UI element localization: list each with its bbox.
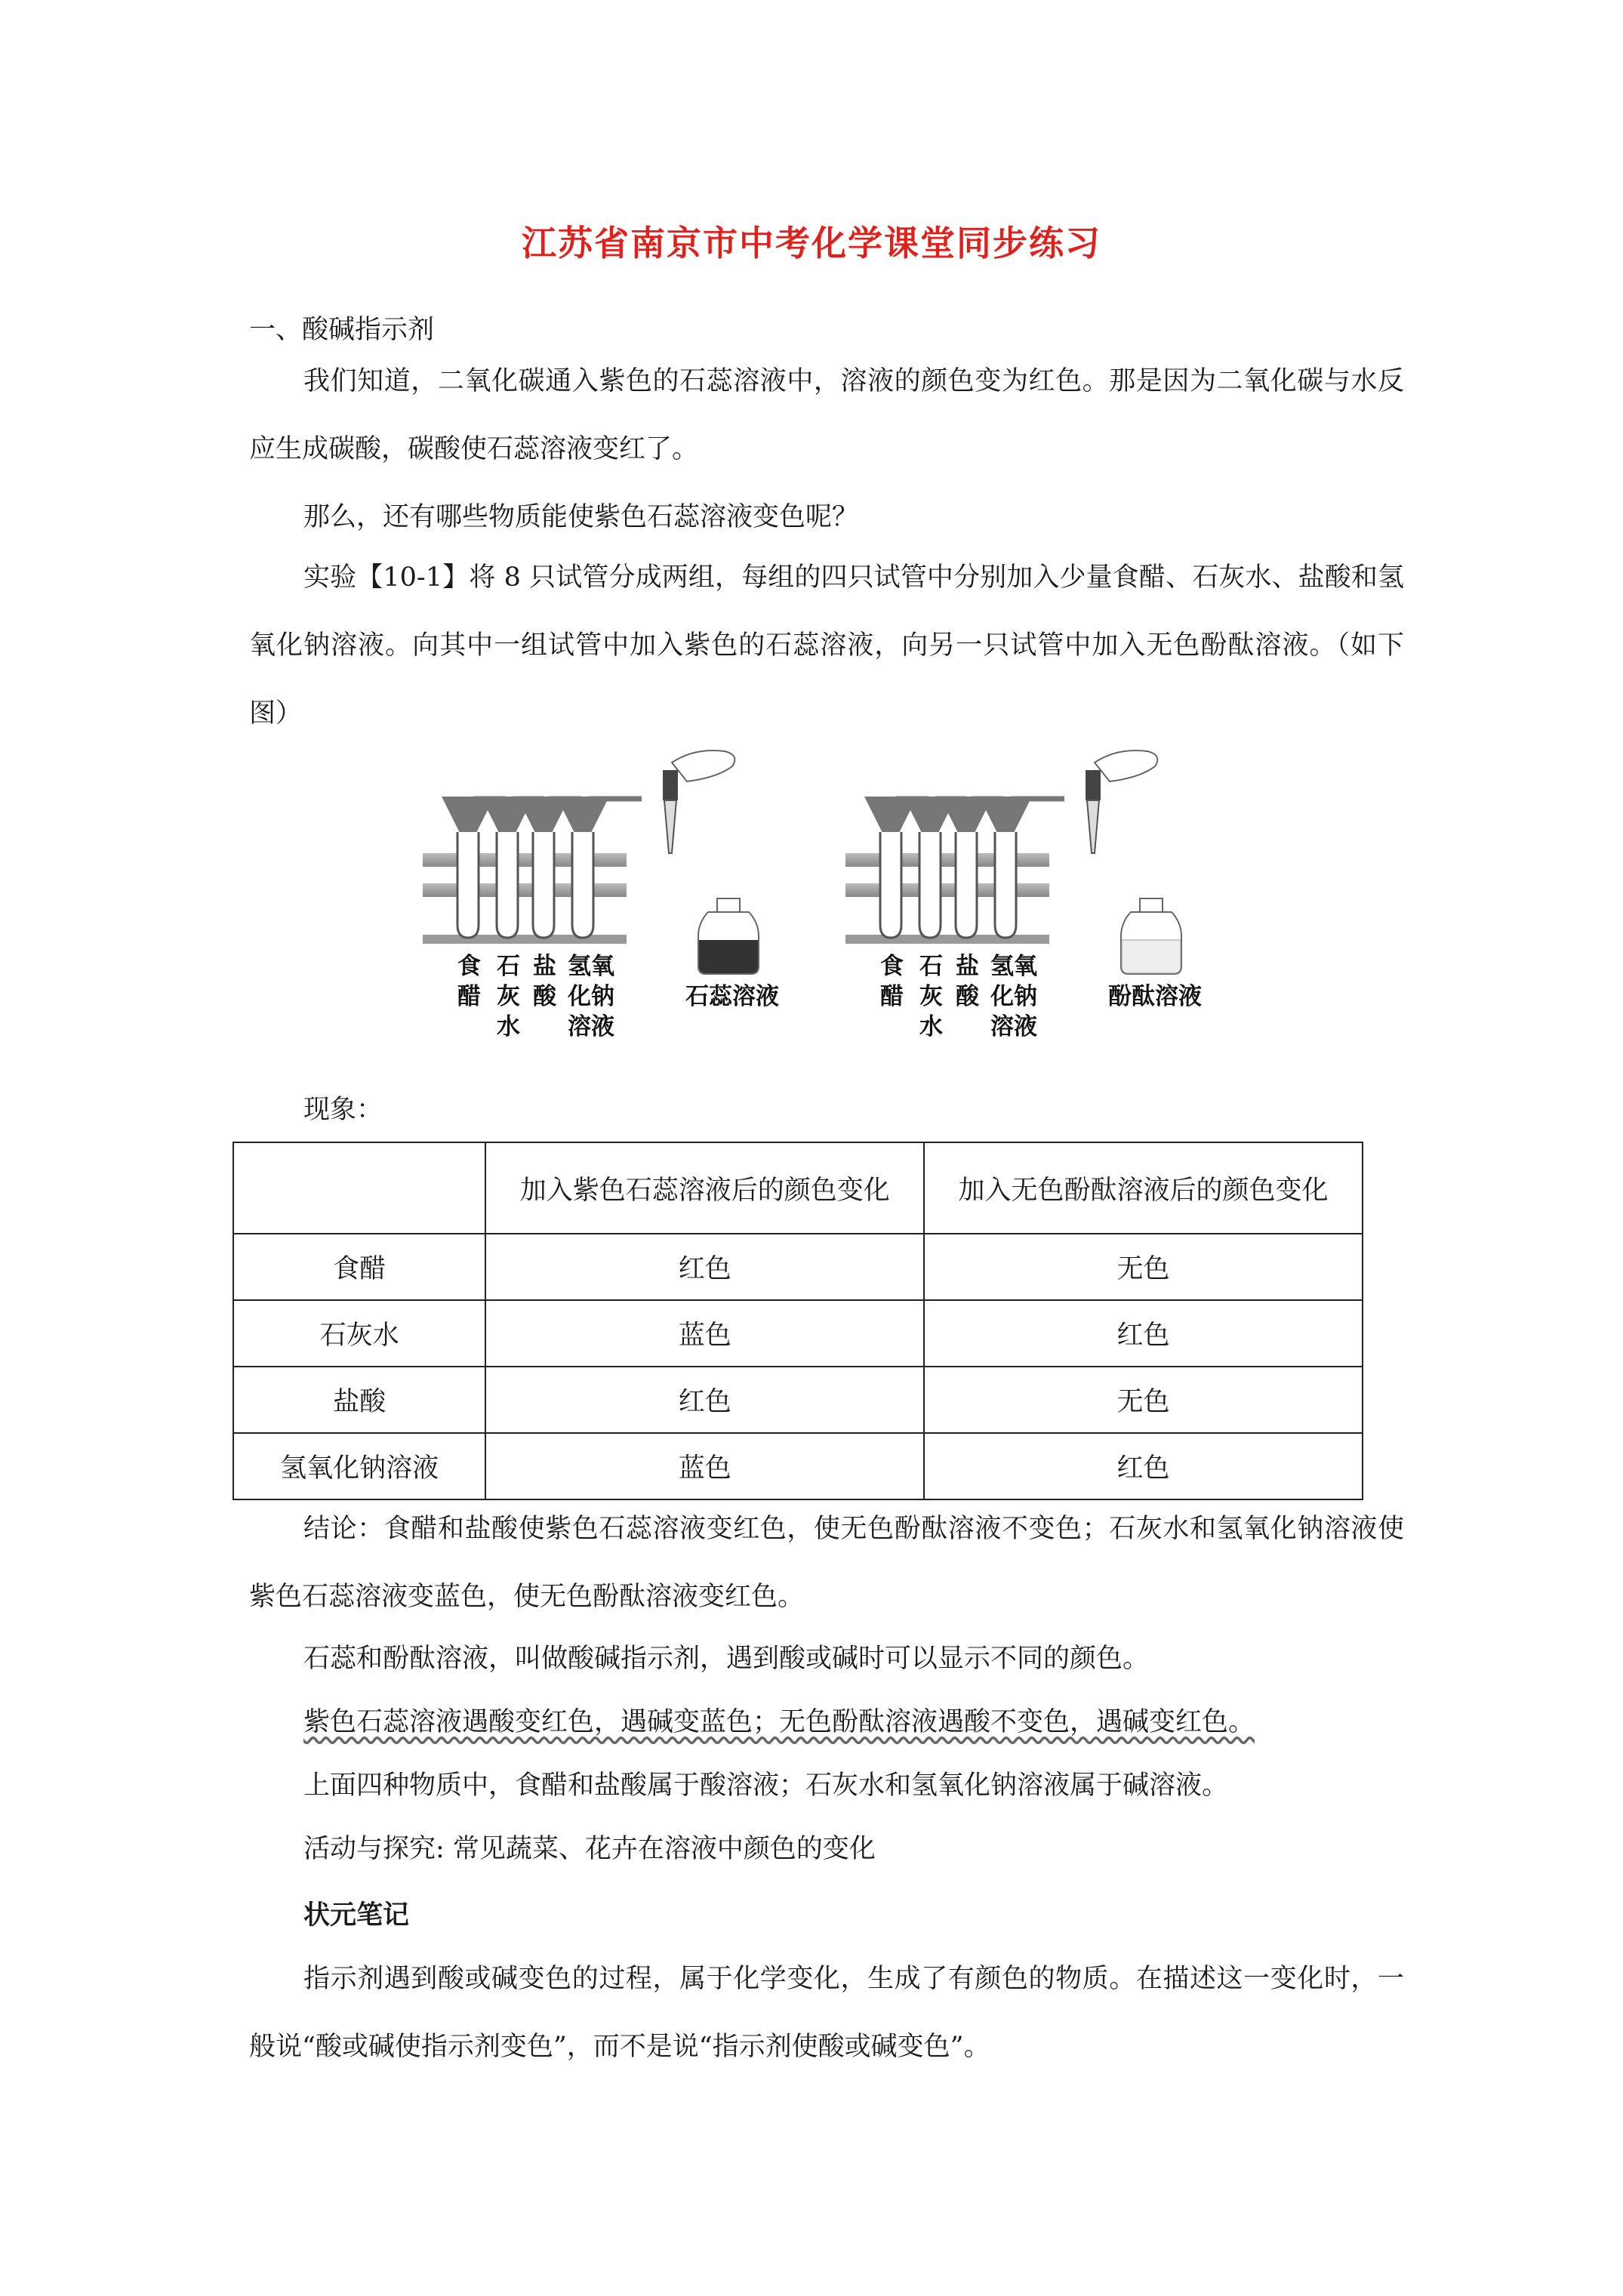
table-header-row	[233, 1142, 1363, 1234]
table-header-cell: 加入紫色石蕊溶液后的颜色变化	[485, 1142, 924, 1234]
right-rack-bottom	[845, 883, 1049, 897]
table-cell: 盐酸	[233, 1367, 485, 1433]
left-tube-group	[423, 750, 779, 1040]
experiment-illustration	[423, 747, 1215, 1072]
section-heading-indicators: 一、酸碱指示剂	[249, 315, 435, 345]
phenolphthalein-bottle	[1121, 898, 1181, 974]
paragraph-conclusion: 结论：食醋和盐酸使紫色石蕊溶液变红色，使无色酚酞溶液不变色；石灰水和氢氧化钠溶液使紫色石蕊溶液变蓝色，使无色酚酞溶液变红色。	[249, 1514, 1404, 1612]
paragraph-question: 那么，还有哪些物质能使紫色石蕊溶液变色呢？	[303, 502, 859, 532]
table-header-cell: 加入无色酚酞溶液后的颜色变化	[924, 1142, 1363, 1234]
right-label-limewater: 石灰水	[919, 953, 943, 1040]
right-label-naoh: 氢氧化钠溶液	[990, 953, 1037, 1040]
notes-heading: 状元笔记	[303, 1900, 410, 1931]
table-row	[233, 1367, 1363, 1433]
paragraph-notes: 指示剂遇到酸或碱变色的过程，属于化学变化，生成了有颜色的物质。在描述这一变化时，一般说“酸或碱使指示剂变色”，而不是说“指示剂使酸或碱变色”。	[249, 1964, 1404, 2062]
table-cell: 红色	[485, 1367, 924, 1433]
table-cell: 石灰水	[233, 1300, 485, 1367]
right-rack-top	[845, 853, 1049, 867]
paragraph-indicator-definition: 石蕊和酚酞溶液，叫做酸碱指示剂，遇到酸或碱时可以显示不同的颜色。	[303, 1644, 1150, 1674]
table-cell: 红色	[485, 1234, 924, 1300]
right-rack-base	[845, 935, 1049, 944]
table-row	[233, 1433, 1363, 1499]
left-bottle-label: 石蕊溶液	[685, 983, 779, 1010]
right-bottle-label: 酚酞溶液	[1108, 983, 1202, 1010]
indicator-rule-text: 紫色石蕊溶液遇酸变红色，遇碱变蓝色；无色酚酞溶液遇酸不变色，遇碱变红色。	[303, 1707, 1255, 1737]
observation-label: 现象：	[303, 1095, 383, 1125]
paragraph-experiment: 实验【10-1】将 8 只试管分成两组，每组的四只试管中分别加入少量食醋、石灰水、盐酸和氢氧化钠溶液。向其中一组试管中加入紫色的石蕊溶液，向另一只试管中加入无色酚酞溶液。（如下图）	[249, 562, 1404, 729]
left-rack-bottom	[423, 883, 627, 897]
table-row	[233, 1234, 1363, 1300]
right-label-hcl: 盐酸	[956, 953, 979, 1010]
left-rack-base	[423, 935, 627, 944]
paragraph-indicator-rule	[249, 1688, 1404, 1756]
table-header-cell	[233, 1142, 485, 1234]
table-cell: 蓝色	[485, 1300, 924, 1367]
left-label-vinegar: 食醋	[457, 953, 481, 1010]
table-row	[233, 1300, 1363, 1367]
table-cell: 无色	[924, 1234, 1363, 1300]
left-drop-arrows	[468, 799, 642, 823]
left-label-naoh: 氢氧化钠溶液	[568, 953, 614, 1040]
table-cell: 红色	[924, 1300, 1363, 1367]
table-cell: 氢氧化钠溶液	[233, 1433, 485, 1499]
right-label-vinegar: 食醋	[880, 953, 904, 1010]
right-dropper-hand	[1086, 750, 1157, 853]
right-drop-arrows	[891, 799, 1064, 823]
document-title: 江苏省南京市中考化学课堂同步练习	[522, 223, 1101, 264]
right-tube-group	[845, 750, 1202, 1040]
left-label-limewater: 石灰水	[497, 953, 520, 1040]
paragraph-intro: 我们知道，二氧化碳通入紫色的石蕊溶液中，溶液的颜色变为红色。那是因为二氧化碳与水反应生成碳酸，碳酸使石蕊溶液变红了。	[249, 366, 1404, 464]
left-dropper-hand	[663, 750, 735, 853]
left-rack-top	[423, 853, 627, 867]
table-cell: 红色	[924, 1433, 1363, 1499]
table-cell: 食醋	[233, 1234, 485, 1300]
table-cell: 无色	[924, 1367, 1363, 1433]
left-label-hcl: 盐酸	[533, 953, 556, 1010]
experiment-figure	[423, 747, 1215, 1072]
table-cell: 蓝色	[485, 1433, 924, 1499]
observation-table	[233, 1142, 1363, 1500]
litmus-bottle	[698, 898, 759, 974]
paragraph-activity: 活动与探究: 常见蔬菜、花卉在溶液中颜色的变化	[303, 1834, 876, 1864]
paragraph-classification: 上面四种物质中，食醋和盐酸属于酸溶液；石灰水和氢氧化钠溶液属于碱溶液。	[303, 1771, 1229, 1801]
